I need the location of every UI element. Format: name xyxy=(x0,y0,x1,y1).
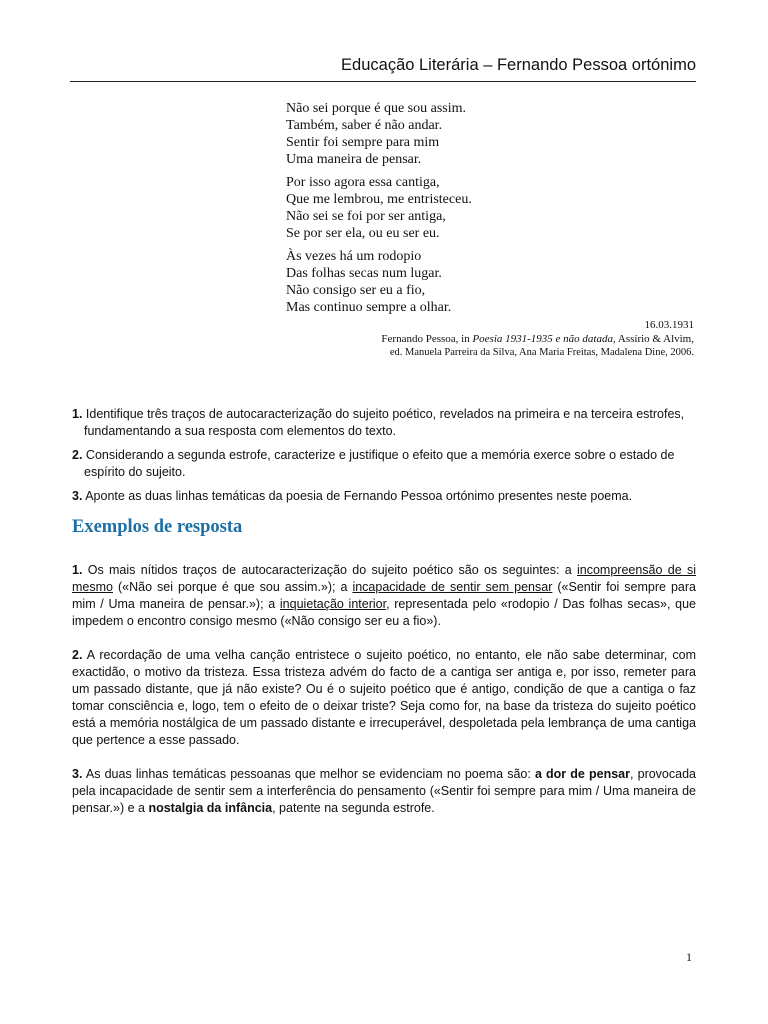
poem xyxy=(286,100,472,322)
page-header xyxy=(70,56,696,82)
question-number: 1. xyxy=(72,407,83,421)
answer-text: , patente na segunda estrofe. xyxy=(272,801,435,815)
answer-text: , provocada pela incapacidade de sentir sem a interferência do pensamento («Sentir foi sempre para mim / Uma maneira de pensar.») e a xyxy=(72,767,696,815)
poem-line: Se por ser ela, ou eu ser eu. xyxy=(286,226,440,241)
answer-1 xyxy=(72,562,696,630)
poem-citation xyxy=(381,318,694,359)
poem-line: Por isso agora essa cantiga, xyxy=(286,175,440,190)
question-item xyxy=(72,447,696,481)
answer-bold-term: nostalgia da infância xyxy=(148,801,273,815)
question-number: 3. xyxy=(72,489,83,503)
poem-line: Também, saber é não andar. xyxy=(286,118,443,133)
questions-list xyxy=(72,406,696,512)
answer-underlined-term: inquietação interior xyxy=(279,597,387,611)
answer-text: As duas linhas temáticas pessoanas que melhor se evidenciam no poema são: xyxy=(82,767,535,781)
answer-bold-term: a dor de pensar xyxy=(534,767,631,781)
poem-line: Das folhas secas num lugar. xyxy=(286,266,442,281)
citation-source xyxy=(381,332,694,346)
answer-underlined-term: incapacidade de sentir sem pensar xyxy=(352,580,553,594)
question-text: Aponte as duas linhas temáticas da poesia de Fernando Pessoa ortónimo presentes neste poema. xyxy=(82,489,633,503)
poem-line: Não sei porque é que sou assim. xyxy=(286,101,467,116)
poem-line: Não consigo ser eu a fio, xyxy=(286,283,426,298)
poem-line: Uma maneira de pensar. xyxy=(286,152,422,167)
question-text: Identifique três traços de autocaracterização do sujeito poético, revelados na primeira e na terceira estrofes, fundamentando a sua resposta com elementos do texto. xyxy=(82,407,685,438)
answer-number: 1. xyxy=(72,563,83,577)
poem-line: Que me lembrou, me entristeceu. xyxy=(286,192,472,207)
page-number: 1 xyxy=(686,950,692,964)
answer-text: («Não sei porque é que sou assim.»); a xyxy=(112,580,353,594)
answer-2 xyxy=(72,647,696,749)
citation-editors: ed. Manuela Parreira da Silva, Ana Maria Freitas, Madalena Dine, 2006. xyxy=(389,347,694,358)
answer-3 xyxy=(72,766,696,817)
citation-date: 16.03.1931 xyxy=(644,319,694,331)
answer-text: Os mais nítidos traços de autocaracterização do sujeito poético são os seguintes: a xyxy=(82,563,577,577)
answer-text: A recordação de uma velha canção entristece o sujeito poético, no entanto, ele não sabe determinar, com exactidão, o motivo da tristeza. Essa tristeza advém do facto de a cantiga ser antiga e, por isso, remeter para um passado distante, que já não existe? Ou é o sujeito poético que é antigo, condição de que a cantiga o faz tomar consciência e, logo, tem o efeito de o deixar triste? Seja como for, na base da tristeza do sujeito poético está a memória nostálgica de um passado distante e irrecuperável, despoletada pela lembrança de uma cantiga que pertence a esse passado. xyxy=(72,648,696,747)
question-item xyxy=(72,406,696,440)
poem-line: Não sei se foi por ser antiga, xyxy=(286,209,446,224)
poem-line: Mas continuo sempre a olhar. xyxy=(286,300,452,315)
answer-text: , representada pelo «rodopio / Das folhas secas», que impedem o encontro consigo mesmo («Não consigo ser eu a fio»). xyxy=(72,597,696,628)
poem-line: Sentir foi sempre para mim xyxy=(286,135,440,150)
section-title: Exemplos de resposta xyxy=(72,517,243,537)
poem-stanza-2 xyxy=(286,174,472,242)
poem-line: Às vezes há um rodopio xyxy=(286,249,422,264)
citation-author: Fernando Pessoa, in xyxy=(381,333,473,345)
question-item xyxy=(72,488,696,505)
question-number: 2. xyxy=(72,448,83,462)
citation-publisher: , Assírio & Alvim, xyxy=(613,333,694,345)
answers-list xyxy=(72,562,696,834)
poem-stanza-3 xyxy=(286,248,472,316)
answer-number: 2. xyxy=(72,648,83,662)
answer-underlined-term: incompreensão de si mesmo xyxy=(72,563,696,594)
question-text: Considerando a segunda estrofe, caracterize e justifique o efeito que a memória exerce sobre o estado de espírito do sujeito. xyxy=(82,448,675,479)
answer-number: 3. xyxy=(72,767,83,781)
poem-stanza-1 xyxy=(286,100,472,168)
header-title: Educação Literária – Fernando Pessoa ortónimo xyxy=(341,56,696,74)
answer-text: («Sentir foi sempre para mim / Uma maneira de pensar.»); a xyxy=(72,580,696,611)
citation-book-title: Poesia 1931-1935 e não datada xyxy=(472,333,613,345)
